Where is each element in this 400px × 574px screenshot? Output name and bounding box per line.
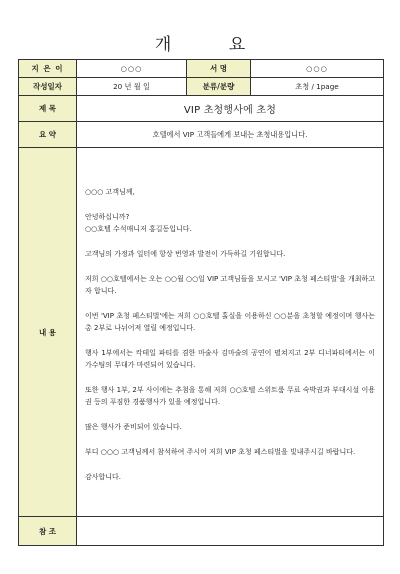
signature-value: ○○○: [251, 60, 384, 78]
content-paragraph: ○○○ 고객님께,: [85, 188, 135, 196]
date-label: 작성일자: [19, 78, 77, 96]
reference-label: 참 조: [19, 517, 77, 546]
content-paragraph: 저희 ○○호텔에서는 오는 ○○월 ○○일 VIP 고객님들을 모시고 'VIP 초청 페스티벌'을 개최하고자 합니다.: [85, 275, 375, 295]
content-paragraph: 또한 행사 1부, 2부 사이에는 추첨을 통해 저희 ○○호텔 스위트룸 무료 숙박권과 부대시설 이용권 등의 푸짐한 경품행사가 있을 예정입니다.: [85, 386, 375, 406]
subject-label: 제 목: [19, 96, 77, 122]
signature-label: 서 명: [187, 60, 251, 78]
outline-form-table: [18, 59, 384, 546]
category-value: 초청 / 1page: [251, 78, 384, 96]
category-label: 분류/분량: [187, 78, 251, 96]
author-value: ○○○: [77, 60, 187, 78]
author-row: [19, 60, 384, 78]
reference-value: [77, 517, 384, 546]
date-value: 20 년 월 일: [77, 78, 187, 96]
content-paragraph: 많은 행사가 준비되어 있습니다.: [85, 423, 182, 431]
reference-row: [19, 517, 384, 546]
page-title: 개 요: [154, 35, 272, 55]
content-paragraph: 감사합니다.: [85, 473, 122, 481]
content-paragraph: 부디 ○○○ 고객님께서 참석하여 주시어 저희 VIP 초청 페스티벌을 빛내주시길 바랍니다.: [85, 448, 356, 456]
date-row: [19, 78, 384, 96]
author-label: 지 은 이: [19, 60, 77, 78]
subject-value: VIP 초청행사에 초청: [77, 96, 384, 122]
summary-value: 호텔에서 VIP 고객들에게 보내는 초청내용입니다.: [77, 122, 384, 148]
content-row: [19, 148, 384, 517]
content-label: 내 용: [19, 148, 77, 517]
content-paragraph: 이번 'VIP 초청 페스티벌'에는 저희 ○○호텔 홀실을 이용하신 ○○분을 초청할 예정이며 행사는 총 2부로 나뉘어져 열릴 예정입니다.: [85, 312, 375, 332]
content-paragraph: 안녕하십니까? ○○호텔 수석매니저 홍길동입니다.: [85, 213, 192, 233]
summary-row: [19, 122, 384, 148]
content-body: [77, 148, 384, 517]
subject-row: [19, 96, 384, 122]
content-paragraph: 고객님의 가정과 일터에 항상 번영과 발전이 가득하길 기원합니다.: [85, 250, 286, 258]
content-paragraph: 행사 1부에서는 칵테일 파티를 겸한 마술사 김마술의 공연이 펼쳐지고 2부 디너파티에서는 이가수팀의 무대가 마련되어 있습니다.: [85, 349, 375, 369]
summary-label: 요 약: [19, 122, 77, 148]
